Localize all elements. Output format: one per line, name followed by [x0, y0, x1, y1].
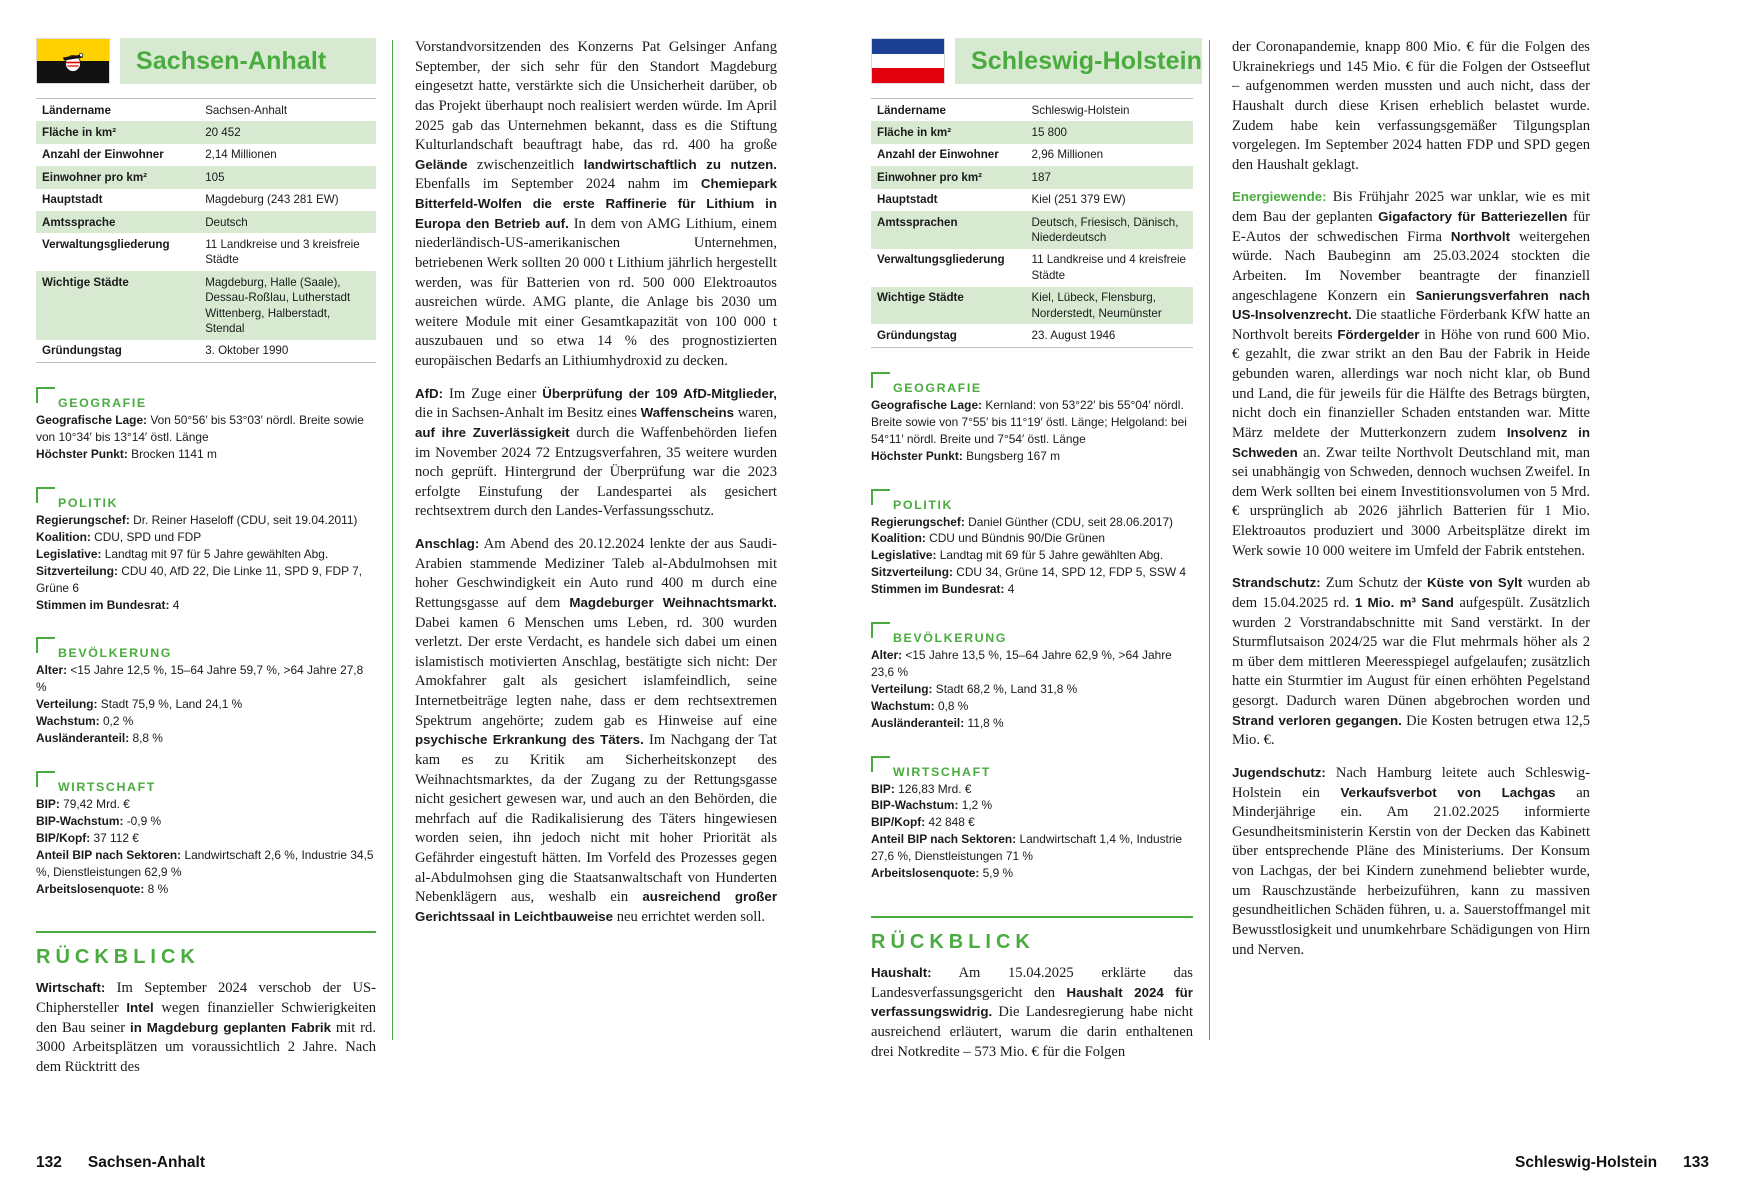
paragraph-text: Nach Hamburg leitete auch Schleswig-Holstein ein Verkaufsverbot von Lachgas an Minderjährige ein. Am 21.02.2025 informierte Gesundheitsministerin Kerstin von der Decken das Kabinett über entsprechende Pläne des Ministeriums. Der Konsum von Lachgas, der bei Kindern zunehmend beliebter wurde, um Rauschzustände herbeizuführen, kann zu massiven gesundheitlichen Schäden führen, u. a. Sauerstoffmangel mit Bewusstlosigkeit und unumkehrbare Schädigungen von Hirn und Nerven.: [1232, 764, 1590, 958]
fact-line-text: Daniel Günther (CDU, seit 28.06.2017): [964, 514, 1174, 529]
fact-line: [36, 563, 376, 597]
fact-line-label: Koalition:: [871, 531, 926, 546]
facts-table-schleswig-holstein: [871, 98, 1193, 348]
page-number-left: 132: [36, 1154, 62, 1171]
fact-line-text: 42 848 €: [925, 815, 975, 830]
section-body: [36, 662, 376, 747]
section-heading: POLITIK: [36, 487, 376, 510]
fact-line-label: BIP/Kopf:: [36, 830, 91, 845]
fact-line-label: Verteilung:: [871, 681, 933, 696]
paragraph: [1232, 574, 1590, 751]
fact-line-text: Landwirtschaft 2,6 %, Industrie 34,5 %, Dienstleistungen 62,9 %: [36, 847, 374, 879]
fact-value: Magdeburg (243 281 EW): [205, 193, 339, 207]
fact-key: Hauptstadt: [877, 193, 938, 207]
spread-columns: [36, 38, 1709, 1098]
fact-line-label: Legislative:: [871, 548, 937, 563]
fact-line-text: Landtag mit 69 für 5 Jahre gewählten Abg.: [936, 548, 1164, 563]
rueckblick-body-sachsen-anhalt: [415, 38, 777, 928]
fact-value: Deutsch, Friesisch, Dänisch, Niederdeutsch: [1031, 215, 1179, 244]
section-body: [871, 514, 1193, 599]
fact-line-label: Regierungschef:: [871, 514, 965, 529]
fact-line-label: BIP-Wachstum:: [871, 798, 959, 813]
fact-line: [36, 529, 376, 546]
fact-line: [36, 881, 376, 898]
paragraph: [415, 38, 777, 372]
fact-line-text: CDU 40, AfD 22, Die Linke 11, SPD 9, FDP 7, Grüne 6: [36, 563, 363, 595]
section-body: [36, 412, 376, 463]
footer-right: [1515, 1154, 1709, 1172]
paragraph-text: Am Abend des 20.12.2024 lenkte der aus Saudi-Arabien stammende Mediziner Taleb al-Abdulmohsen mit hoher Geschwindigkeit ein Auto rund 400 m durch eine Rettungsgasse auf dem Magdeburger Weihnachtsmarkt. Dabei kamen 6 Menschen ums Leben, rd. 300 wurden verletzt. Der erste Verdacht, es handele sich dabei um einen islamistisch motivierten Anschlag, bestätigte sich nicht: Der Amokfahrer galt als gesichert islamfeindlich, seine Internetbeiträge legten nahe, dass er dem rechtsextremen Spektrum angehörte; zudem gab es Hinweise auf eine psychische Erkrankung des Täters. Im Nachgang der Tat kam es zu Kritik am Sicherheitskonzept des Weihnachtsmarktes, da der Zugang zu der Rettungsgasse nicht gesichert gewesen war, und auch an den Behörden, die mehrfach auf die Radikalisierung des Täters hingewiesen worden seien, ihn jedoch nicht mit hoher Priorität als Gefährder eingestuft hätten. Im Vorfeld des Prozesses gegen al-Abdulmohsen ging die Staatsanwaltschaft von Hunderten Nebenklägern aus, weshalb ein ausreichend großer Gerichtssaal in Leichtbauweise neu errichtet werden soll.: [415, 536, 777, 925]
fact-line-label: Geografische Lage:: [871, 397, 983, 412]
fact-line-text: Dr. Reiner Haseloff (CDU, seit 19.04.2011): [129, 513, 358, 527]
section-wirtschaft-schleswig-holstein: [871, 756, 1193, 882]
fact-line-text: 8 %: [144, 881, 169, 896]
section-body: [871, 397, 1193, 465]
fact-value: 3. Oktober 1990: [205, 344, 289, 358]
fact-line-text: 0,2 %: [99, 714, 134, 729]
table-row: [36, 166, 376, 188]
fact-key: Einwohner pro km²: [877, 170, 982, 184]
table-row: [36, 144, 376, 166]
rueckblick-divider: [36, 931, 376, 933]
fact-value: Deutsch: [205, 215, 248, 229]
section-body: [36, 512, 376, 613]
paragraph: [871, 964, 1193, 1062]
coat-of-arms-icon: [60, 48, 86, 74]
rueckblick-heading: RÜCKBLICK: [36, 946, 200, 969]
fact-line-label: BIP/Kopf:: [871, 815, 926, 830]
table-row: [871, 166, 1193, 188]
fact-line-text: Bungsberg 167 m: [962, 448, 1061, 463]
fact-key: Einwohner pro km²: [42, 170, 147, 184]
fact-line-label: Sitzverteilung:: [871, 565, 953, 580]
flag-schleswig-holstein-icon: [871, 38, 945, 84]
fact-line-label: BIP:: [871, 781, 895, 796]
fact-key: Gründungstag: [877, 328, 957, 342]
fact-line: [871, 781, 1193, 798]
facts-table-sachsen-anhalt: [36, 98, 376, 363]
section-heading: GEOGRAFIE: [871, 372, 1193, 395]
section-politik-sachsen-anhalt: [36, 487, 376, 613]
paragraph-runin: Strandschutz:: [1232, 575, 1321, 591]
fact-value: Schleswig-Holstein: [1031, 103, 1130, 117]
fact-line-label: Ausländeranteil:: [36, 731, 130, 746]
page-title: Schleswig-Holstein: [971, 46, 1203, 75]
section-body: [871, 647, 1193, 732]
fact-line: [36, 730, 376, 747]
fact-line: [871, 514, 1193, 531]
fact-line: [871, 448, 1193, 465]
fact-line-text: <15 Jahre 12,5 %, 15–64 Jahre 59,7 %, >64 Jahre 27,8 %: [36, 663, 364, 695]
fact-line-text: 4: [1004, 582, 1015, 597]
section-politik-schleswig-holstein: [871, 489, 1193, 599]
fact-line: [871, 397, 1193, 448]
paragraph-text: Im Zuge einer Überprüfung der 109 AfD-Mitglieder, die in Sachsen-Anhalt im Besitz eines Waffenscheins waren, auf ihre Zuverlässigkeit durch die Waffenbehörden liefen im November 2024 72 Entzugsverfahren, 35 weitere wurden noch geprüft. Hintergrund der Überprüfung war die 2023 erfolgte Einstufung der Landespartei als gesichert rechtsextrem durch den Landes-Verfassungsschutz.: [415, 385, 777, 520]
fact-line: [36, 796, 376, 813]
section-heading: GEOGRAFIE: [36, 387, 376, 410]
column-sachsen-anhalt-data: [36, 38, 392, 1098]
fact-line: [871, 831, 1193, 865]
fact-line: [36, 830, 376, 847]
page-title: Sachsen-Anhalt: [136, 46, 327, 75]
fact-line-text: CDU 34, Grüne 14, SPD 12, FDP 5, SSW 4: [952, 565, 1187, 580]
fact-key: Hauptstadt: [42, 193, 103, 207]
state-header-schleswig-holstein: [871, 38, 1203, 84]
fact-line: [36, 546, 376, 563]
fact-line-text: 11,8 %: [964, 715, 1004, 730]
fact-value: 20 452: [205, 125, 241, 139]
fact-key: Gründungstag: [42, 344, 122, 358]
fact-line-label: Verteilung:: [36, 697, 98, 712]
fact-line: [871, 681, 1193, 698]
fact-line-label: Wachstum:: [36, 714, 100, 729]
fact-line-text: Brocken 1141 m: [127, 447, 217, 462]
fact-line: [871, 530, 1193, 547]
rueckblick-divider: [871, 916, 1193, 918]
paragraph-text: Zum Schutz der Küste von Sylt wurden ab dem 15.04.2025 rd. 1 Mio. m³ Sand aufgespült. Zusätzlich wurden 2 Vorstrandabschnitte mit Sand verstärkt. In der Sturmflutsaison 2024/25 war die Flut mehrmals höher als 2 m über dem mittleren Meeresspiegel aufgelaufen; zusätzlich hatte ein Sturmtier im August für einen erhöhten Pegelstand gesorgt. Dadurch waren Dünen abgebrochen worden und Strand verloren gegangen. Die Kosten betrugen etwa 12,5 Mio. €.: [1232, 575, 1590, 749]
footer-label-right: Schleswig-Holstein: [1515, 1154, 1658, 1171]
table-row: [36, 340, 376, 363]
fact-line: [36, 446, 376, 463]
fact-value: 2,96 Millionen: [1031, 148, 1104, 162]
fact-line-label: Anteil BIP nach Sektoren:: [36, 847, 182, 862]
flag-band-blue: [872, 39, 944, 54]
paragraph-text: der Coronapandemie, knapp 800 Mio. € für die Folgen des Ukrainekriegs und 145 Mio. € für die Folgen der Ostseeflut – aufgenommen werden mussten und auch nicht, dass der Haushalt durch diese Krisen erheblich belastet wurde. Zudem habe kein verfassungsgemäßer Tilgungsplan vorgelegen. Im September 2024 hatten FDP und SPD gegen den Haushalt geklagt.: [1232, 39, 1590, 173]
fact-value: Kiel (251 379 EW): [1031, 193, 1126, 207]
fact-line-text: -0,9 %: [123, 813, 162, 828]
table-row: [36, 99, 376, 122]
fact-line: [871, 698, 1193, 715]
fact-key: Amtssprachen: [877, 215, 958, 229]
fact-line-text: <15 Jahre 13,5 %, 15–64 Jahre 62,9 %, >64 Jahre 23,6 %: [871, 648, 1172, 679]
fact-line-text: Stadt 75,9 %, Land 24,1 %: [97, 697, 243, 712]
fact-line: [871, 865, 1193, 882]
fact-line-label: Sitzverteilung:: [36, 563, 118, 578]
state-header-sachsen-anhalt: [36, 38, 376, 84]
fact-line-label: Höchster Punkt:: [36, 447, 128, 462]
fact-line-text: CDU und Bündnis 90/Die Grünen: [925, 531, 1105, 546]
fact-line: [871, 647, 1193, 681]
section-heading: BEVÖLKERUNG: [36, 637, 376, 660]
footer-left: [36, 1154, 205, 1172]
fact-key: Amtssprache: [42, 215, 116, 229]
fact-line-text: 0,8 %: [934, 698, 969, 713]
section-heading: POLITIK: [871, 489, 1193, 512]
fact-line-text: 1,2 %: [958, 798, 993, 813]
paragraph-text: Im September 2024 verschob der US-Chiphersteller Intel wegen finanzieller Schwierigkeiten den Bau seiner in Magdeburg geplanten Fabrik mit rd. 3000 Arbeitsplätzen um voraussichtlich 2 Jahre. Nach dem Rücktritt des: [36, 980, 376, 1075]
fact-line-label: Anteil BIP nach Sektoren:: [871, 832, 1017, 847]
fact-line: [871, 797, 1193, 814]
fact-line-text: 5,9 %: [979, 866, 1014, 881]
fact-key: Verwaltungsgliederung: [42, 237, 170, 251]
fact-line: [36, 713, 376, 730]
paragraph-runin: Anschlag:: [415, 536, 480, 551]
paragraph: [1232, 38, 1590, 175]
section-bevoelkerung-sachsen-anhalt: [36, 637, 376, 747]
fact-line-text: Von 50°56′ bis 53°03′ nördl. Breite sowie von 10°34′ bis 13°14′ östl. Länge: [36, 413, 364, 445]
fact-key: Fläche in km²: [42, 125, 117, 139]
fact-key: Anzahl der Einwohner: [42, 148, 164, 162]
fact-value: 187: [1031, 170, 1051, 184]
fact-line: [871, 715, 1193, 732]
table-row: [871, 144, 1193, 166]
spine-gutter: [791, 38, 849, 1098]
fact-line-label: Regierungschef:: [36, 513, 130, 527]
fact-line-label: Arbeitslosenquote:: [36, 881, 145, 896]
state-title-banner: [955, 38, 1202, 84]
fact-key: Anzahl der Einwohner: [877, 148, 999, 162]
page-number-right: 133: [1683, 1154, 1709, 1171]
fact-value: 11 Landkreise und 3 kreisfreie Städte: [205, 237, 360, 267]
fact-line-text: Kernland: von 53°22′ bis 55°04′ nördl. Breite sowie von 7°55′ bis 11°19′ östl. Länge; Helgoland: bei 54°11′ nördl. Breite und 7°54′ östl. Länge: [871, 397, 1187, 446]
fact-line: [36, 597, 376, 614]
fact-line: [871, 814, 1193, 831]
flag-band-red: [872, 68, 944, 83]
footer-label-left: Sachsen-Anhalt: [87, 1154, 206, 1171]
fact-line-label: Stimmen im Bundesrat:: [36, 597, 170, 612]
fact-line-label: Arbeitslosenquote:: [871, 866, 980, 881]
fact-line: [36, 847, 376, 881]
rueckblick-intro-schleswig-holstein: [871, 964, 1193, 1062]
fact-line-text: 4: [169, 597, 180, 612]
rueckblick-body-schleswig-holstein: [1232, 38, 1590, 960]
fact-line-text: 8,8 %: [129, 731, 163, 746]
fact-line-text: 79,42 Mrd. €: [59, 796, 130, 811]
table-row: [871, 211, 1193, 249]
rueckblick-intro-sachsen-anhalt: [36, 979, 376, 1077]
fact-key: Ländername: [42, 103, 111, 117]
table-row: [871, 287, 1193, 325]
rueckblick-heading: RÜCKBLICK: [871, 931, 1035, 953]
section-heading: BEVÖLKERUNG: [871, 622, 1193, 645]
paragraph-text: Bis Frühjahr 2025 war unklar, wie es mit dem Bau der geplanten Gigafactory für Batteriezellen für E-Autos der schwedischen Firma Northvolt weitergehen würde. Nach Baubeginn am 25.03.2024 stockten die Arbeiten. Im November beantragte der finanziell angeschlagene Konzern ein Sanierungsverfahren nach US-Insolvenzrecht. Die staatliche Förderbank KfW hatte an Northvolt bereits Fördergelder in Höhe von rund 600 Mio. € gezahlt, die zwar strikt an den Bau der Fabrik in Heide gebunden waren, allerdings war noch nicht klar, ob Bund und Land, die für jeweils für die Hälfte des Betrags bürgten, nicht doch ein finanzieller Schaden entstanden war. Mitte März meldete der Mutterkonzern zudem Insolvenz in Schweden an. Zwar teilte Northvolt Deutschland mit, man sei unabhängig von Schweden, dennoch wuchsen Zweifel. In dem Werk sollten bei einem Investitionsvolumen von 5 Mrd. € ursprünglich ab 2026 jährlich Batterien für 1 Mio. Elektroautos produziert und 3000 Arbeitsplätze direkt im Werk sowie 10 000 weitere im Umfeld der Fabrik entstehen.: [1232, 189, 1590, 559]
fact-value: 15 800: [1031, 125, 1068, 139]
paragraph-text: Am 15.04.2025 erklärte das Landesverfassungsgericht den Haushalt 2024 für verfassungswidrig. Die Landesregierung habe nicht ausreichend erläutert, warum die darin enthaltenen drei Notkredite – 573 Mio. € für die Folgen: [871, 965, 1193, 1060]
paragraph: [415, 385, 777, 522]
fact-value: Magdeburg, Halle (Saale), Dessau-Roßlau, Lutherstadt Wittenberg, Halberstadt, Stendal: [205, 275, 351, 335]
fact-value: 23. August 1946: [1031, 328, 1116, 342]
fact-line-label: Stimmen im Bundesrat:: [871, 582, 1005, 597]
flag-band-white: [872, 54, 944, 69]
fact-line: [36, 813, 376, 830]
fact-line: [871, 564, 1193, 581]
fact-line-label: Koalition:: [36, 529, 91, 544]
paragraph: [415, 535, 777, 928]
fact-line-text: Stadt 68,2 %, Land 31,8 %: [932, 681, 1078, 696]
fact-line-label: BIP-Wachstum:: [36, 813, 124, 828]
fact-line-text: 37 112 €: [90, 830, 139, 845]
column-schleswig-holstein-data: [849, 38, 1209, 1098]
fact-line: [36, 662, 376, 696]
table-row: [36, 189, 376, 211]
fact-line-label: BIP:: [36, 796, 60, 811]
fact-value: Kiel, Lübeck, Flensburg, Norderstedt, Neumünster: [1031, 291, 1162, 320]
paragraph-runin: Wirtschaft:: [36, 980, 106, 996]
fact-line-text: CDU, SPD und FDP: [90, 529, 202, 544]
fact-key: Ländername: [877, 103, 946, 117]
section-bevoelkerung-schleswig-holstein: [871, 622, 1193, 732]
paragraph-runin: Energiewende:: [1232, 189, 1327, 205]
fact-line: [36, 512, 376, 529]
table-row: [871, 324, 1193, 347]
section-geografie-schleswig-holstein: [871, 372, 1193, 465]
fact-line-label: Ausländeranteil:: [871, 715, 965, 730]
table-row: [871, 249, 1193, 287]
paragraph: [1232, 764, 1590, 960]
fact-line-label: Legislative:: [36, 546, 102, 561]
fact-line-text: Landwirtschaft 1,4 %, Industrie 27,6 %, Dienstleistungen 71 %: [871, 832, 1183, 864]
table-row: [871, 189, 1193, 211]
fact-line-label: Wachstum:: [871, 698, 935, 713]
fact-line-label: Höchster Punkt:: [871, 448, 963, 463]
column-sachsen-anhalt-text: [393, 38, 791, 1098]
paragraph-runin: Jugendschutz:: [1232, 764, 1326, 780]
fact-key: Wichtige Städte: [42, 275, 129, 289]
fact-line-text: 126,83 Mrd. €: [894, 781, 972, 796]
section-wirtschaft-sachsen-anhalt: [36, 771, 376, 897]
fact-line-label: Geografische Lage:: [36, 413, 148, 428]
fact-line: [36, 412, 376, 446]
state-title-banner: [120, 38, 376, 84]
section-heading: WIRTSCHAFT: [871, 756, 1193, 779]
fact-key: Wichtige Städte: [877, 291, 964, 305]
section-body: [36, 796, 376, 897]
paragraph-runin: AfD:: [415, 385, 444, 401]
table-row: [36, 211, 376, 233]
section-heading: WIRTSCHAFT: [36, 771, 376, 794]
paragraph-text: Vorstandvorsitzenden des Konzerns Pat Gelsinger Anfang September, der sich sehr für den Standort Magdeburg eingesetzt hatte, verstärkte sich die Unsicherheit darüber, ob das Projekt überhaupt noch realisiert werden würde. Im April 2025 gab das Unternehmen bekannt, dass es die Stiftung Kulturlandschaft beauftragt habe, das rd. 400 ha große Gelände zwischenzeitlich landwirtschaftlich zu nutzen. Ebenfalls im September 2024 nahm im Chemiepark Bitterfeld-Wolfen die erste Raffinerie für Lithium in Europa den Betrieb auf. In dem von AMG Lithium, einem niederländisch-US-amerikanischen Unternehmen, betriebenen Werk sollten 20 000 t Lithium jährlich hergestellt werden, was für Batterien von rd. 500 000 Elektroautos ausreichen würde. AMG plante, die Anlage bis 2030 um weitere Module mit einer Gesamtkapazität von 100 000 t auszubauen und so etwa 14 % des prognostizierten europäischen Bedarfs an Lithiumhydroxid zu decken.: [415, 39, 777, 369]
section-geografie-sachsen-anhalt: [36, 387, 376, 463]
table-row: [36, 121, 376, 143]
fact-value: Sachsen-Anhalt: [205, 103, 288, 117]
fact-line-label: Alter:: [36, 663, 68, 678]
fact-value: 105: [205, 170, 225, 184]
fact-line-text: Landtag mit 97 für 5 Jahre gewählten Abg.: [101, 546, 329, 561]
fact-value: 11 Landkreise und 4 kreisfreie Städte: [1031, 253, 1187, 282]
section-body: [871, 781, 1193, 882]
paragraph-runin: Haushalt:: [871, 965, 932, 980]
paragraph: [1232, 188, 1590, 561]
fact-key: Fläche in km²: [877, 125, 952, 139]
fact-line: [871, 581, 1193, 598]
fact-key: Verwaltungsgliederung: [877, 253, 1005, 267]
column-schleswig-holstein-text: [1210, 38, 1600, 1098]
fact-line: [871, 547, 1193, 564]
fact-line-label: Alter:: [871, 648, 903, 663]
table-row: [36, 233, 376, 271]
flag-sachsen-anhalt-icon: [36, 38, 110, 84]
table-row: [871, 121, 1193, 143]
table-row: [871, 99, 1193, 122]
fact-value: 2,14 Millionen: [205, 148, 277, 162]
page-footer: [36, 1154, 1709, 1172]
paragraph: [36, 979, 376, 1077]
table-row: [36, 271, 376, 340]
fact-line: [36, 696, 376, 713]
